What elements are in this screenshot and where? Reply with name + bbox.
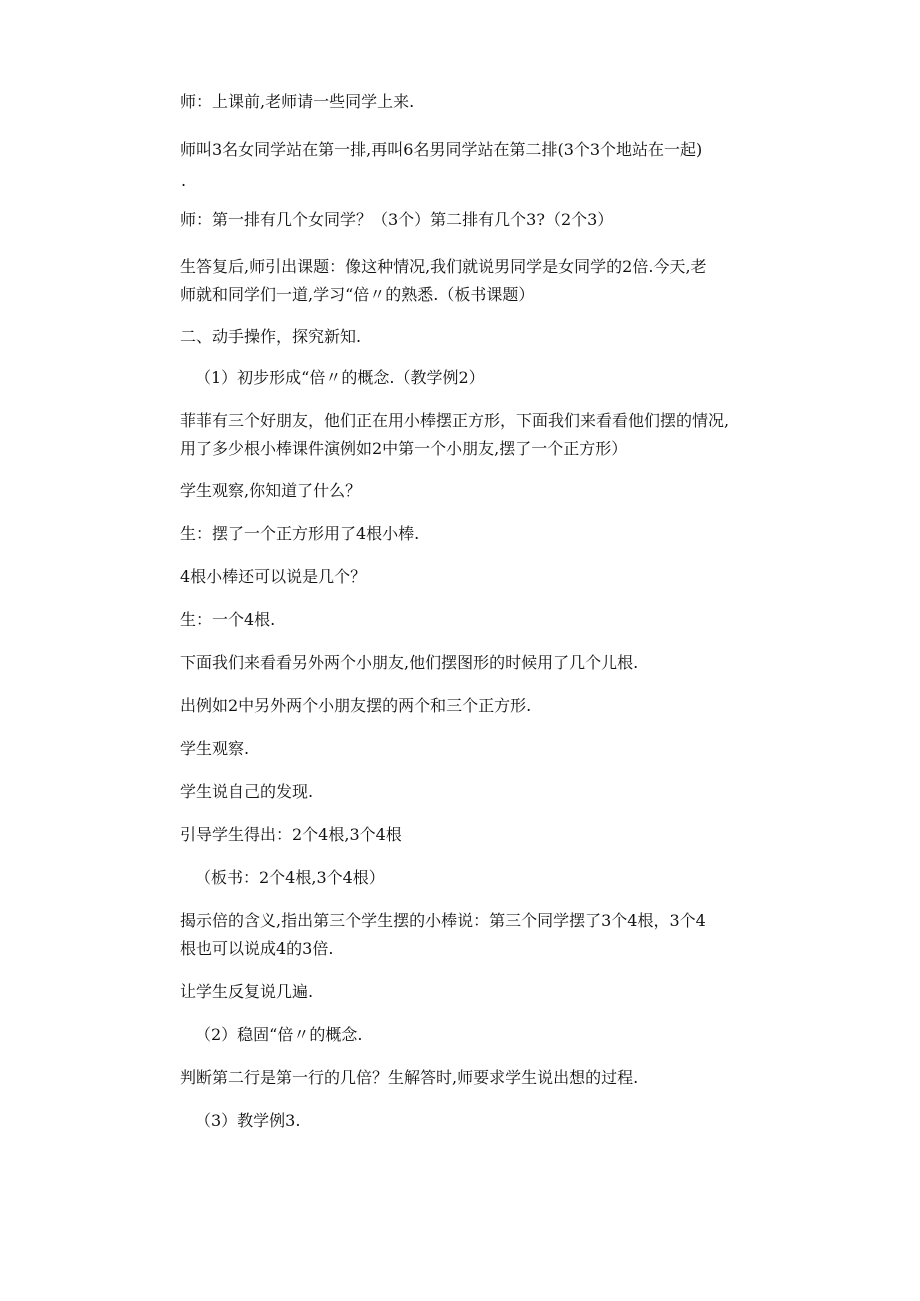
- text-line: 菲菲有三个好朋友，他们正在用小棒摆正方形，下面我们来看看他们摆的情况,: [180, 411, 730, 430]
- text-line: 师：上课前,老师请一些同学上来.: [180, 92, 415, 111]
- subsection-heading: （3）教学例3.: [195, 1111, 301, 1130]
- text-line: 揭示倍的含义,指出第三个学生摆的小棒说：第三个同学摆了3个4根，3个4: [180, 911, 706, 930]
- text-line: 生：一个4根.: [180, 610, 276, 629]
- text-line: 学生观察,你知道了什么？: [180, 481, 362, 500]
- text-line: 用了多少根小棒课件演例如2中第一个小朋友,摆了一个正方形）: [180, 439, 628, 458]
- text-line: 根也可以说成4的3倍.: [180, 939, 334, 958]
- text-line: 师：第一排有几个女同学？（3个）第二排有几个3?（2个3）: [180, 210, 614, 229]
- text-line: 引导学生得出：2个4根,3个4根: [180, 825, 402, 844]
- text-line: 下面我们来看看另外两个小朋友,他们摆图形的时候用了几个儿根.: [180, 653, 639, 672]
- text-line: （板书：2个4根,3个4根）: [195, 868, 385, 887]
- text-line: .: [181, 171, 187, 190]
- subsection-heading: （2）稳固“倍〃的概念.: [195, 1025, 363, 1044]
- text-line: 生：摆了一个正方形用了4根小棒.: [180, 524, 420, 543]
- text-line: 学生观察.: [180, 739, 250, 758]
- text-line: 4根小棒还可以说是几个？: [180, 567, 367, 586]
- text-line: 让学生反复说几遍.: [180, 982, 314, 1001]
- text-line: 出例如2中另外两个小朋友摆的两个和三个正方形.: [180, 696, 532, 715]
- text-line: 生答复后,师引出课题：像这种情况,我们就说男同学是女同学的2倍.今天,老: [180, 257, 707, 276]
- text-line: 师叫3名女同学站在第一排,再叫6名男同学站在第二排(3个3个地站在一起): [180, 140, 703, 159]
- text-line: 学生说自己的发现.: [180, 782, 314, 801]
- subsection-heading: （1）初步形成“倍〃的概念.（教学例2）: [195, 368, 485, 387]
- text-line: 判断第二行是第一行的几倍？生解答时,师要求学生说出想的过程.: [180, 1068, 639, 1087]
- section-heading: 二、动手操作，探究新知.: [180, 327, 362, 346]
- text-line: 师就和同学们一道,学习“倍〃的熟悉.（板书课题）: [180, 285, 535, 304]
